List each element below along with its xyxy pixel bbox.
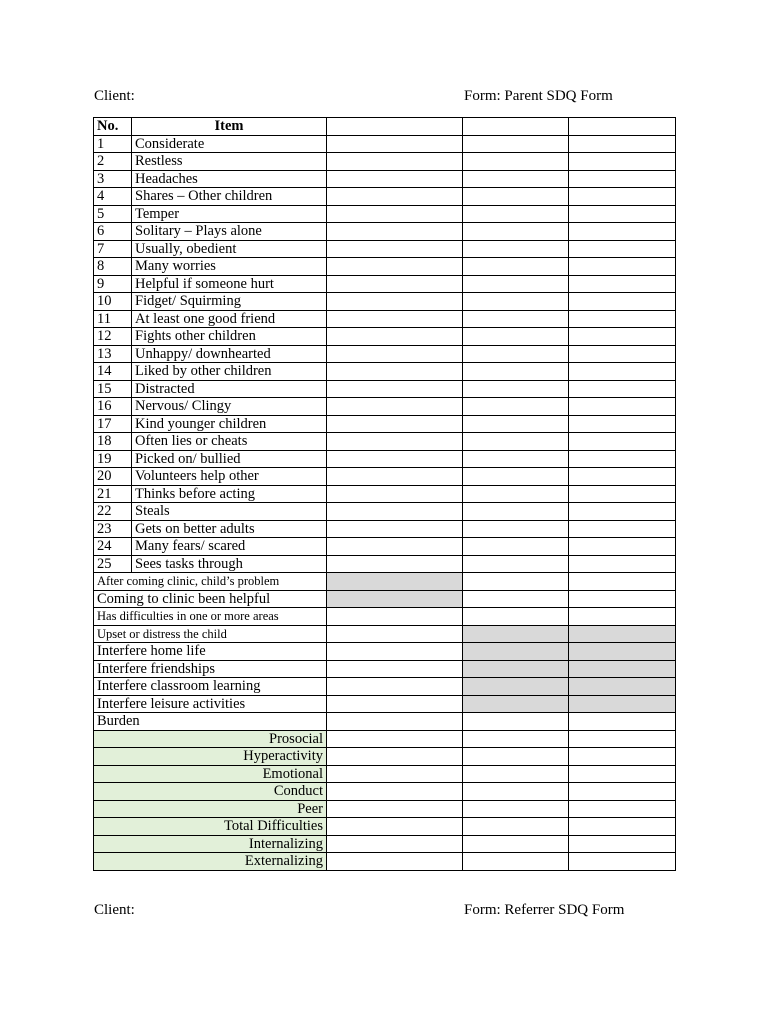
score-label: Conduct [94,783,327,801]
score-cell [327,345,463,363]
score-cell [569,783,676,801]
score-cell [463,380,569,398]
item-label: Temper [132,205,327,223]
score-cell [327,310,463,328]
shaded-cell [327,590,463,608]
score-row [94,853,676,871]
score-cell [327,223,463,241]
score-cell [327,660,463,678]
impact-row [94,608,676,626]
impact-label: Interfere classroom learning [94,678,327,696]
shaded-cell [463,695,569,713]
impact-row [94,713,676,731]
score-cell [463,135,569,153]
score-cell [327,538,463,556]
item-label: Nervous/ Clingy [132,398,327,416]
score-cell [463,153,569,171]
header-col-1 [327,118,463,136]
score-cell [569,713,676,731]
header-col-2 [463,118,569,136]
score-cell [327,363,463,381]
impact-row [94,695,676,713]
score-cell [569,433,676,451]
item-row [94,275,676,293]
header-item: Item [132,118,327,136]
score-label: Prosocial [94,730,327,748]
item-number: 18 [94,433,132,451]
item-label: Many worries [132,258,327,276]
score-cell [327,293,463,311]
score-cell [569,590,676,608]
impact-row [94,590,676,608]
score-cell [327,800,463,818]
shaded-cell [569,625,676,643]
item-number: 13 [94,345,132,363]
score-cell [327,468,463,486]
item-number: 6 [94,223,132,241]
score-cell [463,188,569,206]
score-cell [463,240,569,258]
item-number: 24 [94,538,132,556]
score-cell [327,433,463,451]
score-row [94,800,676,818]
score-cell [327,153,463,171]
score-cell [327,415,463,433]
score-cell [569,205,676,223]
impact-label: Burden [94,713,327,731]
score-row [94,765,676,783]
item-row [94,205,676,223]
item-row [94,240,676,258]
score-cell [327,240,463,258]
score-cell [463,205,569,223]
score-cell [327,818,463,836]
item-label: Considerate [132,135,327,153]
score-label: Internalizing [94,835,327,853]
score-cell [327,695,463,713]
score-cell [327,608,463,626]
score-cell [463,485,569,503]
item-number: 4 [94,188,132,206]
score-cell [327,170,463,188]
score-cell [569,608,676,626]
item-label: Distracted [132,380,327,398]
score-cell [463,328,569,346]
item-row [94,433,676,451]
score-cell [569,380,676,398]
score-cell [463,345,569,363]
sdq-scoring-table [93,117,676,871]
impact-row [94,660,676,678]
score-cell [569,258,676,276]
item-label: Steals [132,503,327,521]
shaded-cell [569,678,676,696]
item-number: 5 [94,205,132,223]
score-cell [569,345,676,363]
item-label: Sees tasks through [132,555,327,573]
item-number: 12 [94,328,132,346]
item-row [94,380,676,398]
score-cell [327,503,463,521]
score-cell [327,765,463,783]
score-cell [569,328,676,346]
score-cell [569,818,676,836]
score-row [94,748,676,766]
item-label: Often lies or cheats [132,433,327,451]
score-cell [463,713,569,731]
score-row [94,835,676,853]
score-cell [463,818,569,836]
score-cell [327,485,463,503]
score-label: Hyperactivity [94,748,327,766]
item-row [94,450,676,468]
item-number: 21 [94,485,132,503]
client-label-top: Client: [94,88,135,104]
score-cell [327,730,463,748]
item-number: 10 [94,293,132,311]
score-cell [569,363,676,381]
impact-label: Interfere leisure activities [94,695,327,713]
score-cell [569,240,676,258]
score-cell [569,223,676,241]
score-cell [569,520,676,538]
score-cell [327,678,463,696]
score-cell [463,363,569,381]
item-label: Unhappy/ downhearted [132,345,327,363]
score-cell [327,835,463,853]
item-row [94,468,676,486]
header-no: No. [94,118,132,136]
item-label: Volunteers help other [132,468,327,486]
item-row [94,135,676,153]
score-cell [463,783,569,801]
score-cell [327,643,463,661]
impact-label: Interfere friendships [94,660,327,678]
score-cell [327,188,463,206]
score-cell [327,450,463,468]
score-cell [327,135,463,153]
impact-label: Interfere home life [94,643,327,661]
impact-row [94,643,676,661]
score-cell [327,328,463,346]
score-cell [463,275,569,293]
item-label: Liked by other children [132,363,327,381]
item-label: Solitary – Plays alone [132,223,327,241]
score-cell [327,520,463,538]
item-label: Fights other children [132,328,327,346]
item-row [94,328,676,346]
score-cell [463,398,569,416]
score-cell [569,135,676,153]
score-cell [463,800,569,818]
item-number: 8 [94,258,132,276]
score-cell [463,573,569,591]
score-cell [463,223,569,241]
impact-label: Upset or distress the child [94,625,327,643]
score-cell [569,835,676,853]
item-number: 17 [94,415,132,433]
impact-row [94,625,676,643]
score-cell [327,783,463,801]
score-row [94,783,676,801]
score-cell [463,538,569,556]
item-row [94,415,676,433]
header-col-3 [569,118,676,136]
item-number: 14 [94,363,132,381]
score-cell [327,398,463,416]
impact-label: After coming clinic, child’s problem [94,573,327,591]
score-cell [463,170,569,188]
item-label: Picked on/ bullied [132,450,327,468]
item-number: 7 [94,240,132,258]
score-cell [463,310,569,328]
score-label: Total Difficulties [94,818,327,836]
item-label: Shares – Other children [132,188,327,206]
shaded-cell [463,643,569,661]
item-label: Many fears/ scared [132,538,327,556]
item-label: Gets on better adults [132,520,327,538]
item-row [94,223,676,241]
score-cell [463,765,569,783]
score-cell [463,450,569,468]
item-row [94,485,676,503]
score-cell [569,293,676,311]
item-row [94,503,676,521]
item-number: 15 [94,380,132,398]
score-label: Peer [94,800,327,818]
item-number: 25 [94,555,132,573]
shaded-cell [463,678,569,696]
score-cell [569,538,676,556]
score-cell [463,555,569,573]
score-cell [569,485,676,503]
impact-label: Has difficulties in one or more areas [94,608,327,626]
score-cell [463,608,569,626]
form-label-top: Form: Parent SDQ Form [464,88,613,104]
score-row [94,730,676,748]
item-label: Fidget/ Squirming [132,293,327,311]
item-label: Usually, obedient [132,240,327,258]
item-label: At least one good friend [132,310,327,328]
score-cell [327,853,463,871]
score-cell [569,153,676,171]
score-cell [327,748,463,766]
score-cell [569,730,676,748]
score-cell [463,293,569,311]
impact-row [94,573,676,591]
score-cell [569,503,676,521]
item-number: 2 [94,153,132,171]
shaded-cell [569,695,676,713]
score-cell [327,205,463,223]
item-number: 16 [94,398,132,416]
score-row [94,818,676,836]
score-cell [569,450,676,468]
item-row [94,188,676,206]
score-cell [463,853,569,871]
score-cell [463,503,569,521]
score-cell [569,275,676,293]
item-row [94,153,676,171]
impact-label: Coming to clinic been helpful [94,590,327,608]
score-cell [327,713,463,731]
score-cell [327,555,463,573]
score-cell [569,170,676,188]
score-cell [463,415,569,433]
item-number: 19 [94,450,132,468]
item-number: 20 [94,468,132,486]
item-row [94,258,676,276]
item-number: 11 [94,310,132,328]
item-row [94,345,676,363]
table-header-row [94,118,676,136]
score-cell [463,748,569,766]
score-cell [569,468,676,486]
score-cell [327,275,463,293]
score-cell [569,748,676,766]
item-row [94,398,676,416]
shaded-cell [327,573,463,591]
score-cell [569,800,676,818]
item-label: Headaches [132,170,327,188]
impact-row [94,678,676,696]
score-cell [463,520,569,538]
item-label: Kind younger children [132,415,327,433]
score-cell [569,398,676,416]
score-cell [463,590,569,608]
score-cell [463,258,569,276]
client-label-bottom: Client: [94,902,135,918]
score-cell [569,415,676,433]
item-number: 1 [94,135,132,153]
score-cell [327,380,463,398]
item-label: Thinks before acting [132,485,327,503]
score-cell [569,573,676,591]
score-cell [569,555,676,573]
item-label: Restless [132,153,327,171]
item-number: 9 [94,275,132,293]
score-cell [569,310,676,328]
score-label: Emotional [94,765,327,783]
score-cell [327,625,463,643]
item-number: 22 [94,503,132,521]
item-number: 23 [94,520,132,538]
item-row [94,555,676,573]
item-label: Helpful if someone hurt [132,275,327,293]
shaded-cell [569,643,676,661]
score-label: Externalizing [94,853,327,871]
form-label-bottom: Form: Referrer SDQ Form [464,902,625,918]
item-row [94,538,676,556]
item-row [94,170,676,188]
score-cell [463,835,569,853]
score-cell [327,258,463,276]
score-cell [463,433,569,451]
shaded-cell [463,660,569,678]
item-row [94,293,676,311]
item-row [94,310,676,328]
score-cell [463,730,569,748]
shaded-cell [463,625,569,643]
item-number: 3 [94,170,132,188]
item-row [94,520,676,538]
score-cell [569,765,676,783]
score-cell [463,468,569,486]
score-cell [569,188,676,206]
score-cell [569,853,676,871]
shaded-cell [569,660,676,678]
item-row [94,363,676,381]
